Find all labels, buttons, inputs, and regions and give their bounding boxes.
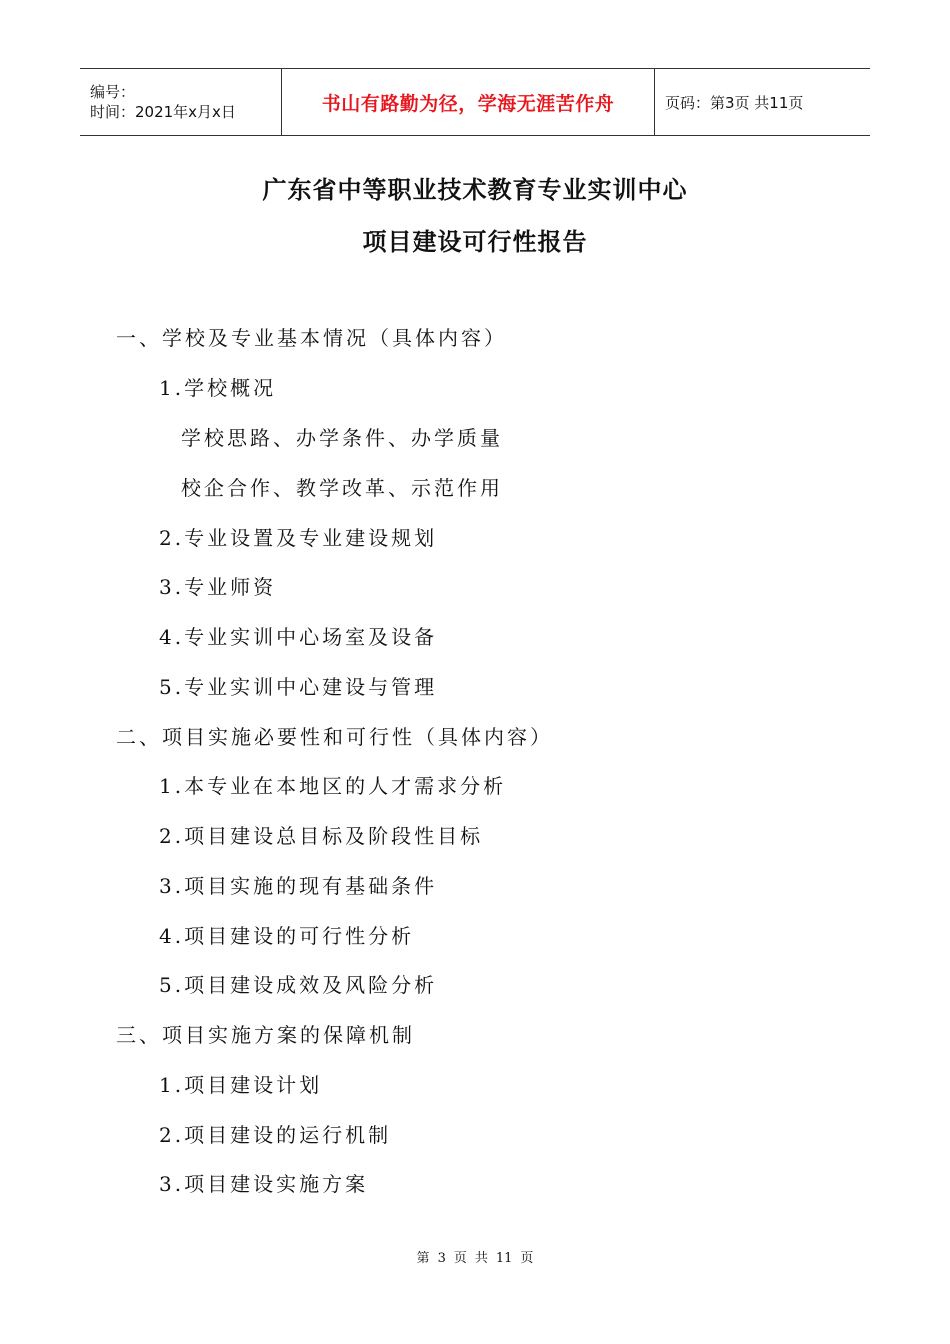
outline-item: 1.学校概况 <box>159 376 277 400</box>
page-footer <box>0 1247 950 1266</box>
document-title-line2: 项目建设可行性报告 <box>362 228 588 256</box>
header-motto: 书山有路勤为径，学海无涯苦作舟 <box>321 92 615 115</box>
document-title-line1: 广东省中等职业技术教育专业实训中心 <box>262 176 688 204</box>
outline-item: 3.项目实施的现有基础条件 <box>159 874 438 898</box>
outline-item: 1.本专业在本地区的人才需求分析 <box>159 774 507 798</box>
footer-total-pages: 11 <box>495 1251 513 1266</box>
outline-item: 2.项目建设的运行机制 <box>159 1123 392 1147</box>
outline-subitem: 学校思路、办学条件、办学质量 <box>181 426 503 450</box>
header-page-info: 页码：第3页 共11页 <box>665 93 804 112</box>
outline-item: 2.项目建设总目标及阶段性目标 <box>159 824 484 848</box>
outline-item: 1.项目建设计划 <box>159 1073 323 1097</box>
outline-section-heading: 二、项目实施必要性和可行性（具体内容） <box>116 725 553 749</box>
outline-item: 2.专业设置及专业建设规划 <box>159 526 438 550</box>
footer-current-page: 3 <box>437 1251 446 1266</box>
footer-total-unit: 页 <box>520 1251 534 1266</box>
document-number-label: 编号： <box>90 83 136 101</box>
header-motto-cell <box>281 69 655 135</box>
header-page-info-cell <box>655 69 870 135</box>
outline-item: 3.专业师资 <box>159 575 277 599</box>
outline-subitem: 校企合作、教学改革、示范作用 <box>181 476 503 500</box>
document-date: 时间：2021年x月x日 <box>90 103 236 121</box>
outline-item: 3.项目建设实施方案 <box>159 1172 369 1196</box>
outline-item: 5.项目建设成效及风险分析 <box>159 973 438 997</box>
footer-total-word: 共 <box>474 1251 488 1266</box>
footer-page-word: 第 <box>416 1251 430 1266</box>
outline-section-heading: 三、项目实施方案的保障机制 <box>116 1023 415 1047</box>
outline-section-heading: 一、学校及专业基本情况（具体内容） <box>116 326 507 350</box>
page-header <box>80 68 870 136</box>
header-meta <box>80 69 281 135</box>
outline-item: 4.项目建设的可行性分析 <box>159 924 415 948</box>
footer-page-unit: 页 <box>453 1251 467 1266</box>
outline-item: 5.专业实训中心建设与管理 <box>159 675 438 699</box>
outline-item: 4.专业实训中心场室及设备 <box>159 625 438 649</box>
